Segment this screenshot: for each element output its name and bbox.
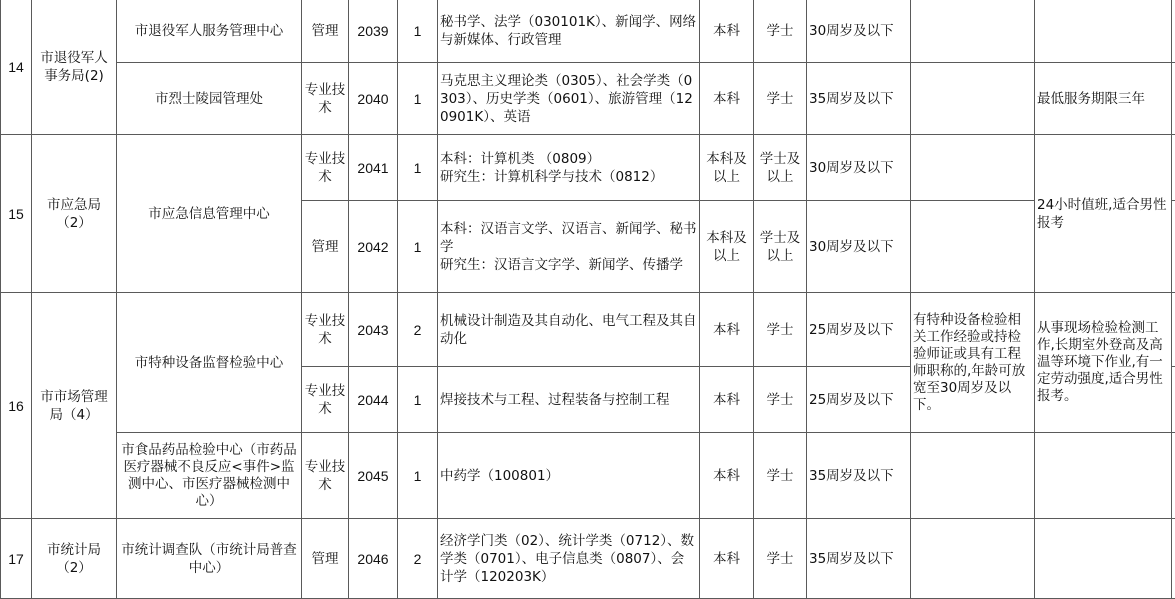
unit-cell: 市退役军人服务管理中心 [117, 0, 302, 63]
note-cell [1035, 0, 1172, 63]
category-cell: 专业技术 [302, 63, 349, 135]
code-cell: 2042 [349, 201, 398, 293]
edge-cell [1172, 0, 1175, 63]
edge-cell [1172, 293, 1175, 367]
table-row [1, 63, 1175, 135]
note-cell: 从事现场检验检测工作,长期室外登高及高温等环境下作业,有一定劳动强度,适合男性报考。 [1035, 293, 1172, 433]
degree-cell: 学士 [754, 367, 807, 433]
major-cell: 经济学门类（02）、统计学类（0712）、数学类（0701）、电子信息类（0807）、会计学（120203K） [438, 519, 700, 599]
count-cell: 1 [398, 367, 438, 433]
category-cell: 专业技术 [302, 293, 349, 367]
note-cell [1035, 519, 1172, 599]
unit-cell: 市统计调查队（市统计局普查中心） [117, 519, 302, 599]
seq-cell: 16 [1, 293, 32, 519]
edge-cell [1172, 519, 1175, 599]
age-cell: 35周岁及以下 [807, 519, 911, 599]
unit-cell: 市食品药品检验中心（市药品医疗器械不良反应<事件>监测中心、市医疗器械检测中心） [117, 433, 302, 519]
major-cell: 马克思主义理论类（0305）、社会学类（0303）、历史学类（0601）、旅游管理（120901K）、英语 [438, 63, 700, 135]
other-cell: 有特种设备检验相关工作经验或持检验师证或具有工程师职称的,年龄可放宽至30周岁及以下。 [911, 293, 1035, 433]
other-cell [911, 0, 1035, 63]
count-cell: 2 [398, 293, 438, 367]
major-cell: 中药学（100801） [438, 433, 700, 519]
table-row [1, 135, 1175, 201]
note-cell [1035, 433, 1172, 519]
table-row [1, 433, 1175, 519]
edge-cell [1172, 201, 1175, 293]
unit-cell: 市应急信息管理中心 [117, 135, 302, 293]
major-cell [438, 135, 700, 201]
education-cell: 本科 [700, 293, 754, 367]
code-cell: 2041 [349, 135, 398, 201]
code-cell: 2040 [349, 63, 398, 135]
degree-cell: 学士 [754, 433, 807, 519]
major-cell: 秘书学、法学（030101K）、新闻学、网络与新媒体、行政管理 [438, 0, 700, 63]
major-cell [438, 201, 700, 293]
category-cell: 专业技术 [302, 135, 349, 201]
edge-cell [1172, 135, 1175, 201]
major-cell: 焊接技术与工程、过程装备与控制工程 [438, 367, 700, 433]
dept-cell: 市统计局（2） [32, 519, 117, 599]
edge-cell [1172, 367, 1175, 433]
dept-cell: 市退役军人事务局(2) [32, 0, 117, 135]
code-cell: 2045 [349, 433, 398, 519]
count-cell: 1 [398, 135, 438, 201]
count-cell: 1 [398, 433, 438, 519]
degree-cell: 学士及以上 [754, 201, 807, 293]
other-cell [911, 433, 1035, 519]
age-cell: 25周岁及以下 [807, 293, 911, 367]
category-cell: 专业技术 [302, 367, 349, 433]
count-cell: 1 [398, 63, 438, 135]
major-line: 研究生：计算机科学与技术（0812） [440, 168, 697, 186]
degree-cell: 学士 [754, 63, 807, 135]
edge-cell [1172, 433, 1175, 519]
education-cell: 本科 [700, 0, 754, 63]
age-cell: 30周岁及以下 [807, 0, 911, 63]
category-cell: 专业技术 [302, 433, 349, 519]
count-cell: 2 [398, 519, 438, 599]
table-row [1, 293, 1175, 367]
other-cell [911, 201, 1035, 293]
unit-cell: 市烈士陵园管理处 [117, 63, 302, 135]
degree-cell: 学士及以上 [754, 135, 807, 201]
education-cell: 本科及以上 [700, 201, 754, 293]
seq-cell: 14 [1, 0, 32, 135]
degree-cell: 学士 [754, 293, 807, 367]
code-cell: 2044 [349, 367, 398, 433]
education-cell: 本科 [700, 519, 754, 599]
count-cell: 1 [398, 201, 438, 293]
other-cell [911, 135, 1035, 201]
education-cell: 本科 [700, 433, 754, 519]
degree-cell: 学士 [754, 0, 807, 63]
age-cell: 25周岁及以下 [807, 367, 911, 433]
education-cell: 本科 [700, 63, 754, 135]
seq-cell: 17 [1, 519, 32, 599]
major-line: 研究生：汉语言文字学、新闻学、传播学 [440, 256, 697, 274]
code-cell: 2043 [349, 293, 398, 367]
age-cell: 35周岁及以下 [807, 433, 911, 519]
category-cell: 管理 [302, 201, 349, 293]
education-cell: 本科及以上 [700, 135, 754, 201]
major-line: 本科：计算机类 （0809） [440, 150, 697, 168]
degree-cell: 学士 [754, 519, 807, 599]
education-cell: 本科 [700, 367, 754, 433]
major-cell: 机械设计制造及其自动化、电气工程及其自动化 [438, 293, 700, 367]
age-cell: 35周岁及以下 [807, 63, 911, 135]
unit-cell: 市特种设备监督检验中心 [117, 293, 302, 433]
age-cell: 30周岁及以下 [807, 135, 911, 201]
category-cell: 管理 [302, 0, 349, 63]
code-cell: 2046 [349, 519, 398, 599]
count-cell: 1 [398, 0, 438, 63]
other-cell [911, 519, 1035, 599]
table-row [1, 0, 1175, 63]
seq-cell: 15 [1, 135, 32, 293]
note-cell: 最低服务期限三年 [1035, 63, 1172, 135]
major-line: 本科：汉语言文学、汉语言、新闻学、秘书学 [440, 220, 697, 256]
age-cell: 30周岁及以下 [807, 201, 911, 293]
code-cell: 2039 [349, 0, 398, 63]
note-cell: 24小时值班,适合男性报考 [1035, 135, 1172, 293]
table-row [1, 519, 1175, 599]
category-cell: 管理 [302, 519, 349, 599]
dept-cell: 市应急局（2） [32, 135, 117, 293]
dept-cell: 市市场管理局（4） [32, 293, 117, 519]
edge-cell [1172, 63, 1175, 135]
other-cell [911, 63, 1035, 135]
